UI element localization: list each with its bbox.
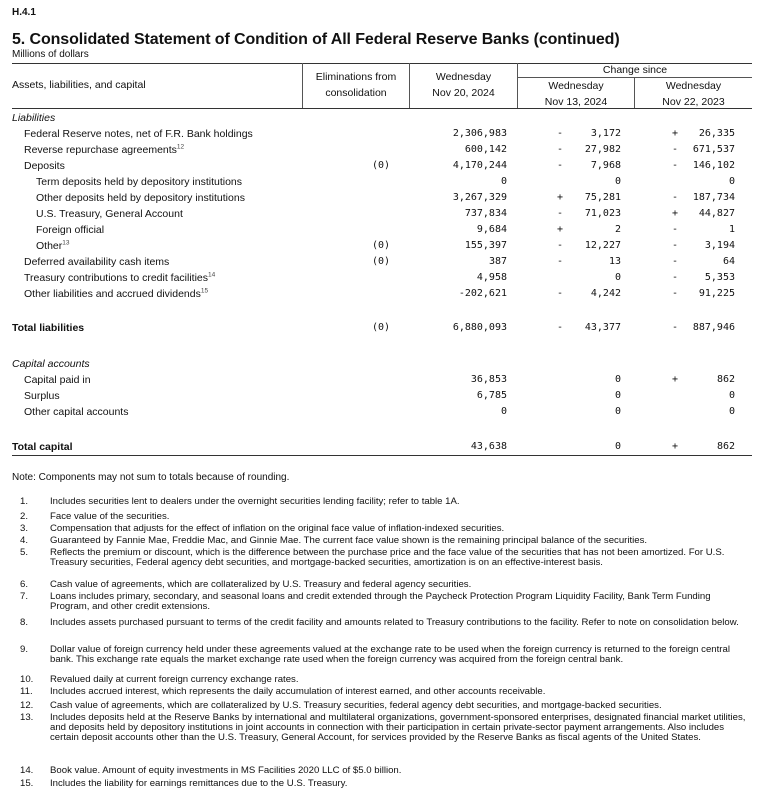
table-row bbox=[0, 222, 762, 238]
change-year-value: 3,194 bbox=[704, 240, 735, 251]
table-row bbox=[0, 356, 762, 372]
eliminations-value: (0) bbox=[371, 240, 390, 251]
footnote-text: Cash value of agreements, which are collateralized by U.S. Treasury securities, federal agency debt securities, and mortgage-backed securities. bbox=[50, 700, 662, 711]
current-value: 0 bbox=[500, 176, 507, 187]
change-year-sign: - bbox=[671, 272, 679, 283]
row-label: Federal Reserve notes, net of F.R. Bank holdings bbox=[24, 128, 253, 140]
current-value: 3,267,329 bbox=[452, 192, 507, 203]
current-value: 4,958 bbox=[476, 272, 507, 283]
document-id: H.4.1 bbox=[12, 7, 36, 18]
row-label: Surplus bbox=[24, 390, 60, 402]
change-week-value: 4,242 bbox=[590, 288, 621, 299]
current-value: 0 bbox=[500, 406, 507, 417]
current-value: 737,834 bbox=[464, 208, 507, 219]
footnote-text: Reflects the premium or discount, which is the difference between the purchase price and the face value of the securities that has not been amortized. For U.S. Treasury securities, Federal agency debt securities, and mortgage-backed securities, amortization is on an effective-interest basis. bbox=[50, 547, 725, 568]
change-week-value: 0 bbox=[614, 406, 621, 417]
footnote-number: 1. bbox=[20, 496, 29, 507]
rounding-note: Note: Components may not sum to totals because of rounding. bbox=[12, 472, 290, 483]
footnote-number: 2. bbox=[20, 511, 29, 522]
change-week-value: 0 bbox=[614, 441, 621, 452]
row-label: Capital paid in bbox=[24, 374, 91, 386]
footnote-number: 9. bbox=[20, 644, 29, 655]
change-year-value: 91,225 bbox=[698, 288, 735, 299]
table-row bbox=[0, 320, 762, 336]
footnote-number: 13. bbox=[20, 712, 34, 723]
change-week-value: 12,227 bbox=[584, 240, 621, 251]
current-value: 4,170,244 bbox=[452, 160, 507, 171]
current-value: 9,684 bbox=[476, 224, 507, 235]
change-year-value: 0 bbox=[728, 406, 735, 417]
current-value: 387 bbox=[488, 256, 507, 267]
column-header-change-since: Change since bbox=[602, 64, 668, 76]
change-year-value: 146,102 bbox=[692, 160, 735, 171]
change-week-value: 0 bbox=[614, 176, 621, 187]
change-year-sign: + bbox=[671, 374, 679, 385]
change-year-value: 0 bbox=[728, 176, 735, 187]
footnote-number: 10. bbox=[20, 674, 34, 685]
row-label: Deposits bbox=[24, 160, 65, 172]
change-year-value: 671,537 bbox=[692, 144, 735, 155]
change-week-sign: - bbox=[556, 256, 564, 267]
change-week-value: 13 bbox=[608, 256, 621, 267]
row-label: Reverse repurchase agreements$^{12}$ bbox=[24, 143, 185, 156]
change-week-sign: + bbox=[556, 224, 564, 235]
change-week-value: 27,982 bbox=[584, 144, 621, 155]
footnote-ref: 15 bbox=[200, 287, 209, 295]
current-value: -202,621 bbox=[458, 288, 507, 299]
row-label: Other liabilities and accrued dividends$^{15}$ bbox=[24, 287, 209, 300]
footnote-text: Compensation that adjusts for the effect of inflation on the original face value of inflation-indexed securities. bbox=[50, 523, 505, 534]
footnote-number: 4. bbox=[20, 535, 29, 546]
units-label: Millions of dollars bbox=[12, 49, 89, 60]
row-label: Total liabilities bbox=[12, 322, 85, 334]
column-header-change-year: Wednesday Nov 22, 2023 bbox=[662, 80, 725, 108]
footnote-number: 15. bbox=[20, 778, 34, 789]
change-week-sign: - bbox=[556, 240, 564, 251]
page-title: 5. Consolidated Statement of Condition of All Federal Reserve Banks (continued) bbox=[12, 31, 620, 48]
row-label: Other deposits held by depository institutions bbox=[36, 192, 245, 204]
change-week-value: 3,172 bbox=[590, 128, 621, 139]
table-row bbox=[0, 439, 762, 455]
eliminations-value: (0) bbox=[371, 160, 390, 171]
change-year-value: 0 bbox=[728, 390, 735, 401]
change-week-value: 71,023 bbox=[584, 208, 621, 219]
change-year-sign: - bbox=[671, 256, 679, 267]
change-year-value: 887,946 bbox=[692, 322, 735, 333]
footnote-text: Includes the liability for earnings remittances due to the U.S. Treasury. bbox=[50, 778, 348, 789]
change-week-value: 7,968 bbox=[590, 160, 621, 171]
footnote-text: Revalued daily at current foreign currency exchange rates. bbox=[50, 674, 299, 685]
table-row bbox=[0, 174, 762, 190]
change-year-value: 26,335 bbox=[698, 128, 735, 139]
table-row bbox=[0, 126, 762, 142]
current-value: 36,853 bbox=[470, 374, 507, 385]
row-label: Treasury contributions to credit facilities$^{14}$ bbox=[24, 271, 216, 284]
change-year-sign: + bbox=[671, 208, 679, 219]
footnote-number: 8. bbox=[20, 617, 29, 628]
row-label: U.S. Treasury, General Account bbox=[36, 208, 183, 220]
row-label: Foreign official bbox=[36, 224, 105, 236]
change-week-sign: - bbox=[556, 160, 564, 171]
footnote-ref: 12 bbox=[176, 143, 185, 151]
change-week-value: 75,281 bbox=[584, 192, 621, 203]
current-value: 43,638 bbox=[470, 441, 507, 452]
footnote-number: 11. bbox=[20, 686, 33, 697]
change-year-sign: - bbox=[671, 240, 679, 251]
table-row bbox=[0, 190, 762, 206]
change-year-value: 44,827 bbox=[698, 208, 735, 219]
change-year-value: 1 bbox=[728, 224, 735, 235]
row-label: Liabilities bbox=[12, 112, 56, 124]
change-year-sign: - bbox=[671, 322, 679, 333]
row-label: Other capital accounts bbox=[24, 406, 129, 418]
footnote-number: 14. bbox=[20, 765, 34, 776]
row-label: Other$^{13}$ bbox=[36, 239, 70, 252]
footnote-text: Book value. Amount of equity investments in MS Facilities 2020 LLC of $5.0 billion. bbox=[50, 765, 402, 776]
change-year-value: 862 bbox=[716, 374, 735, 385]
footnote-text: Loans includes primary, secondary, and seasonal loans and credit extended through the Paycheck Protection Program Liquidity Facility, Bank Term Funding Program, and other credit extensions. bbox=[50, 591, 711, 612]
column-header-current-week: Wednesday Nov 20, 2024 bbox=[432, 71, 495, 99]
change-week-sign: - bbox=[556, 208, 564, 219]
footnote-number: 7. bbox=[20, 591, 29, 602]
row-label: Term deposits held by depository institutions bbox=[36, 176, 243, 188]
change-week-sign: - bbox=[556, 128, 564, 139]
row-label: Deferred availability cash items bbox=[24, 256, 170, 268]
row-label: Total capital bbox=[12, 441, 73, 453]
change-year-sign: - bbox=[671, 224, 679, 235]
change-week-value: 43,377 bbox=[584, 322, 621, 333]
table-row bbox=[0, 404, 762, 420]
table-row bbox=[0, 206, 762, 222]
row-label: Capital accounts bbox=[12, 358, 90, 370]
footnote-number: 5. bbox=[20, 547, 29, 558]
footnote-text: Includes deposits held at the Reserve Banks by international and multilateral organizations, government-sponsored enterprises, designated financial market utilities, and deposits held by depository institutions in joint accounts in connection with their participation in certain private-sector payment arrangements. Also includes certain deposit accounts other than the U.S. Treasury, General Account, for services provided by the Reserve Banks as fiscal agents of the United States. bbox=[50, 712, 746, 743]
current-value: 6,880,093 bbox=[452, 322, 507, 333]
change-week-value: 2 bbox=[614, 224, 621, 235]
table-row bbox=[0, 286, 762, 302]
current-value: 155,397 bbox=[464, 240, 507, 251]
table-row bbox=[0, 142, 762, 158]
change-year-value: 187,734 bbox=[692, 192, 735, 203]
column-header-change-week: Wednesday Nov 13, 2024 bbox=[544, 80, 608, 108]
change-year-sign: + bbox=[671, 441, 679, 452]
table-row bbox=[0, 270, 762, 286]
change-week-sign: - bbox=[556, 322, 564, 333]
change-week-value: 0 bbox=[614, 272, 621, 283]
change-year-value: 862 bbox=[716, 441, 735, 452]
eliminations-value: (0) bbox=[371, 256, 390, 267]
change-year-sign: - bbox=[671, 192, 679, 203]
footnote-ref: 14 bbox=[208, 271, 216, 279]
table-row bbox=[0, 372, 762, 388]
column-header-eliminations: Eliminations from consolidation bbox=[315, 71, 397, 99]
change-year-sign: - bbox=[671, 288, 679, 299]
footnote-number: 12. bbox=[20, 700, 34, 711]
change-year-value: 64 bbox=[722, 256, 735, 267]
current-value: 2,306,983 bbox=[452, 128, 507, 139]
current-value: 6,785 bbox=[476, 390, 507, 401]
eliminations-value: (0) bbox=[371, 322, 390, 333]
change-year-sign: - bbox=[671, 144, 679, 155]
current-value: 600,142 bbox=[464, 144, 507, 155]
change-week-value: 0 bbox=[614, 390, 621, 401]
footnote-ref: 13 bbox=[62, 239, 70, 247]
change-year-sign: + bbox=[671, 128, 679, 139]
footnote-text: Dollar value of foreign currency held under these agreements valued at the exchange rate to be used when the foreign currency is returned to the foreign central bank. This exchange rate equals the market exchange rate used when the foreign currency was acquired from the foreign central bank. bbox=[50, 644, 730, 665]
footnote-text: Includes accrued interest, which represents the daily accumulation of interest earned, and other accounts receivable. bbox=[50, 686, 546, 697]
change-year-value: 5,353 bbox=[704, 272, 735, 283]
footnote-text: Guaranteed by Fannie Mae, Freddie Mac, and Ginnie Mae. The current face value shown is the remaining principal balance of the securities. bbox=[50, 535, 648, 546]
footnote-text: Includes assets purchased pursuant to terms of the credit facility and amounts related to Treasury contributions to the facility. Refer to note on consolidation below. bbox=[50, 617, 739, 628]
footnote-text: Includes securities lent to dealers under the overnight securities lending facility; refer to table 1A. bbox=[50, 496, 460, 507]
column-header-item: Assets, liabilities, and capital bbox=[12, 79, 146, 91]
footnote-text: Cash value of agreements, which are collateralized by U.S. Treasury and federal agency securities. bbox=[50, 579, 472, 590]
change-week-value: 0 bbox=[614, 374, 621, 385]
table-bottom-rule bbox=[12, 455, 752, 456]
change-year-sign: - bbox=[671, 160, 679, 171]
change-week-sign: - bbox=[556, 288, 564, 299]
table-row bbox=[0, 238, 762, 254]
table-row bbox=[0, 158, 762, 174]
change-week-sign: + bbox=[556, 192, 564, 203]
table-row bbox=[0, 110, 762, 126]
table-row bbox=[0, 388, 762, 404]
table-row bbox=[0, 254, 762, 270]
footnote-number: 3. bbox=[20, 523, 29, 534]
change-week-sign: - bbox=[556, 144, 564, 155]
footnote-text: Face value of the securities. bbox=[50, 511, 170, 522]
footnote-number: 6. bbox=[20, 579, 29, 590]
